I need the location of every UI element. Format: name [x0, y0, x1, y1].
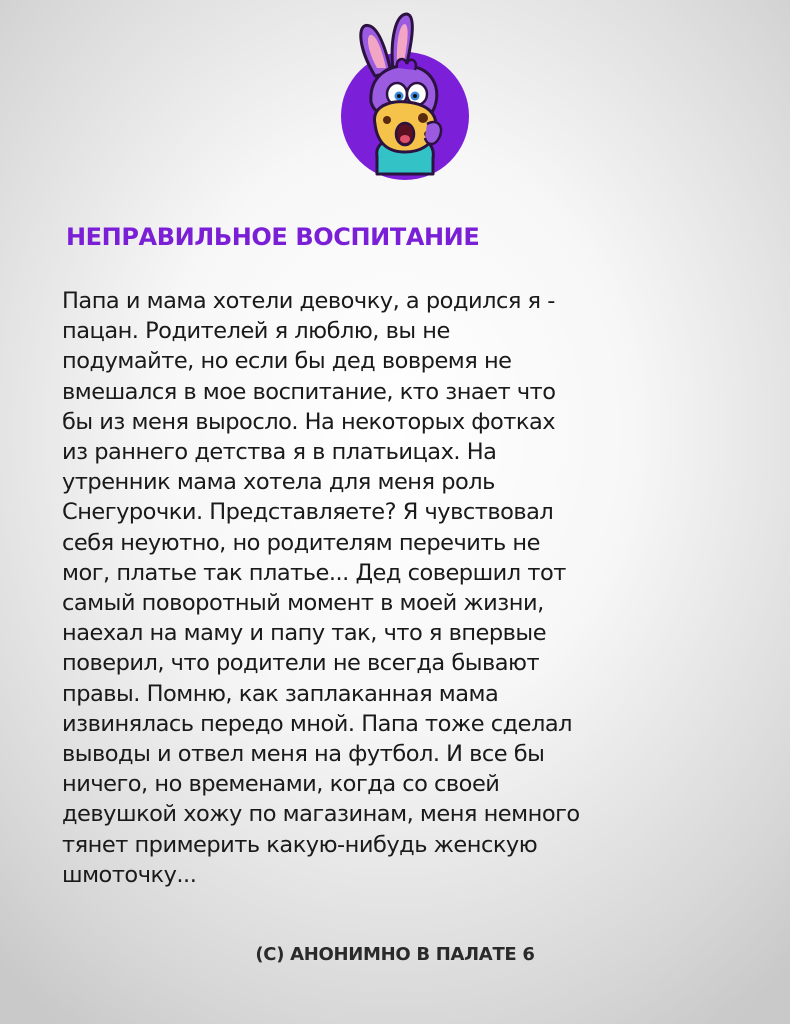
story-line: тянет примерить какую-нибудь женскую — [62, 831, 538, 858]
story-line: Снегурочки. Представляете? Я чувствовал — [62, 499, 554, 526]
story-line: поверил, что родители не всегда бывают — [62, 650, 540, 677]
story-line: правы. Помню, как заплаканная мама — [62, 680, 499, 707]
credit-text: (С) АНОНИМНО В ПАЛАТЕ 6 — [255, 944, 535, 965]
story-line: выводы и отвел меня на футбол. И все бы — [62, 741, 545, 768]
story-line: бы из меня выросло. На некоторых фотках — [62, 408, 556, 435]
story-line: мог, платье так платье... Дед совершил тот — [62, 559, 566, 586]
story-line: себя неуютно, но родителям перечить не — [62, 529, 540, 556]
story-line: девушкой хожу по магазинам, меня немного — [62, 801, 580, 828]
story-line: наехал на маму и папу так, что я впервые — [62, 620, 547, 647]
story-line: ничего, но временами, когда со своей — [62, 771, 500, 798]
story-line: шмоточку... — [62, 861, 197, 888]
story-line: пацан. Родителей я люблю, вы не — [62, 318, 450, 345]
story-line: самый поворотный момент в моей жизни, — [62, 590, 544, 617]
story-line: извинялась передо мной. Папа тоже сделал — [62, 710, 573, 737]
story-line: вмешался в мое воспитание, кто знает что — [62, 378, 556, 405]
story-line: подумайте, но если бы дед вовремя не — [62, 348, 512, 375]
story-text — [62, 286, 742, 890]
donkey-mascot-icon — [335, 6, 477, 184]
story-line: Папа и мама хотели девочку, а родился я - — [62, 288, 555, 314]
story-line: утренник мама хотела для меня роль — [62, 469, 495, 496]
page-title: НЕПРАВИЛЬНОЕ ВОСПИТАНИЕ — [66, 223, 480, 251]
story-line: из раннего детства я в платьицах. На — [62, 439, 497, 466]
